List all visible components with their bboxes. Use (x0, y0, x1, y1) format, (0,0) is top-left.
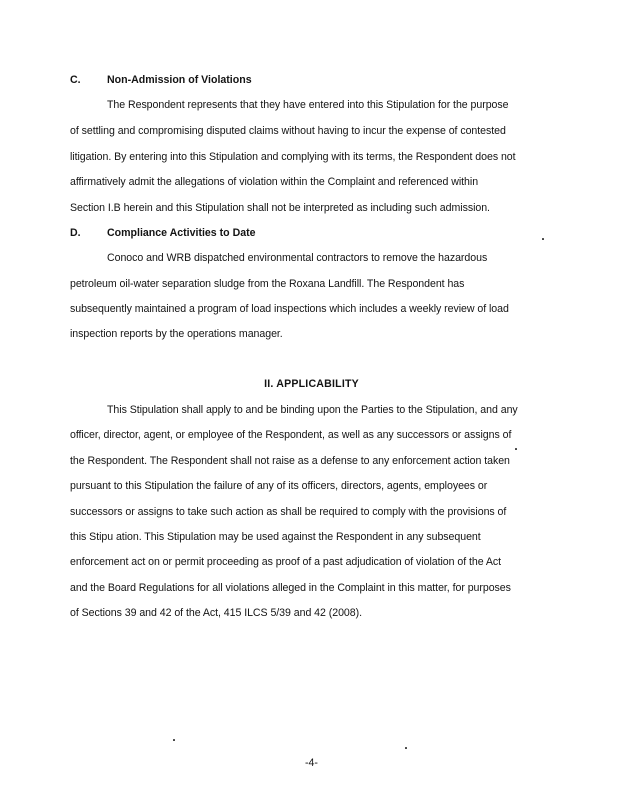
section-c-line-2: of settling and compromising disputed claims without having to incur the expense of contested (70, 125, 506, 137)
applicability-line-5: successors or assigns to take such action as shall be required to comply with the provisions of (70, 506, 507, 518)
section-c-letter: C. (70, 74, 81, 86)
section-c-line-4: affirmatively admit the allegations of violation within the Complaint and referenced within (70, 176, 479, 188)
page-number: -4- (305, 757, 318, 769)
applicability-heading: II. APPLICABILITY (264, 378, 359, 390)
scan-speck (173, 739, 175, 741)
section-c-line-3: litigation. By entering into this Stipulation and complying with its terms, the Respondent does not (70, 151, 516, 163)
section-c-title: Non-Admission of Violations (107, 74, 252, 86)
scan-speck (542, 238, 544, 240)
section-d-letter: D. (70, 227, 81, 239)
section-d-line-1: Conoco and WRB dispatched environmental contractors to remove the hazardous (107, 252, 488, 264)
section-d-line-2: petroleum oil-water separation sludge from the Roxana Landfill. The Respondent has (70, 278, 465, 290)
section-c-line-5: Section I.B herein and this Stipulation shall not be interpreted as including such admission. (70, 202, 490, 214)
scan-speck (405, 747, 407, 749)
applicability-line-3: the Respondent. The Respondent shall not raise as a defense to any enforcement action taken (70, 455, 510, 467)
section-d-line-4: inspection reports by the operations manager. (70, 328, 283, 340)
applicability-line-1: This Stipulation shall apply to and be binding upon the Parties to the Stipulation, and any (107, 404, 518, 416)
scan-speck (515, 448, 517, 450)
section-d-line-3: subsequently maintained a program of load inspections which includes a weekly review of load (70, 303, 509, 315)
applicability-line-6: this Stipu ation. This Stipulation may be used against the Respondent in any subsequent (70, 531, 481, 543)
applicability-line-2: officer, director, agent, or employee of the Respondent, as well as any successors or assigns of (70, 429, 512, 441)
section-d-title: Compliance Activities to Date (107, 227, 256, 239)
applicability-line-9: of Sections 39 and 42 of the Act, 415 ILCS 5/39 and 42 (2008). (70, 607, 362, 619)
applicability-line-4: pursuant to this Stipulation the failure of any of its officers, directors, agents, employees or (70, 480, 488, 492)
applicability-line-8: and the Board Regulations for all violations alleged in the Complaint in this matter, for purposes (70, 582, 511, 594)
applicability-line-7: enforcement act on or permit proceeding as proof of a past adjudication of violation of the Act (70, 556, 502, 568)
section-c-line-1: The Respondent represents that they have entered into this Stipulation for the purpose (107, 99, 509, 111)
